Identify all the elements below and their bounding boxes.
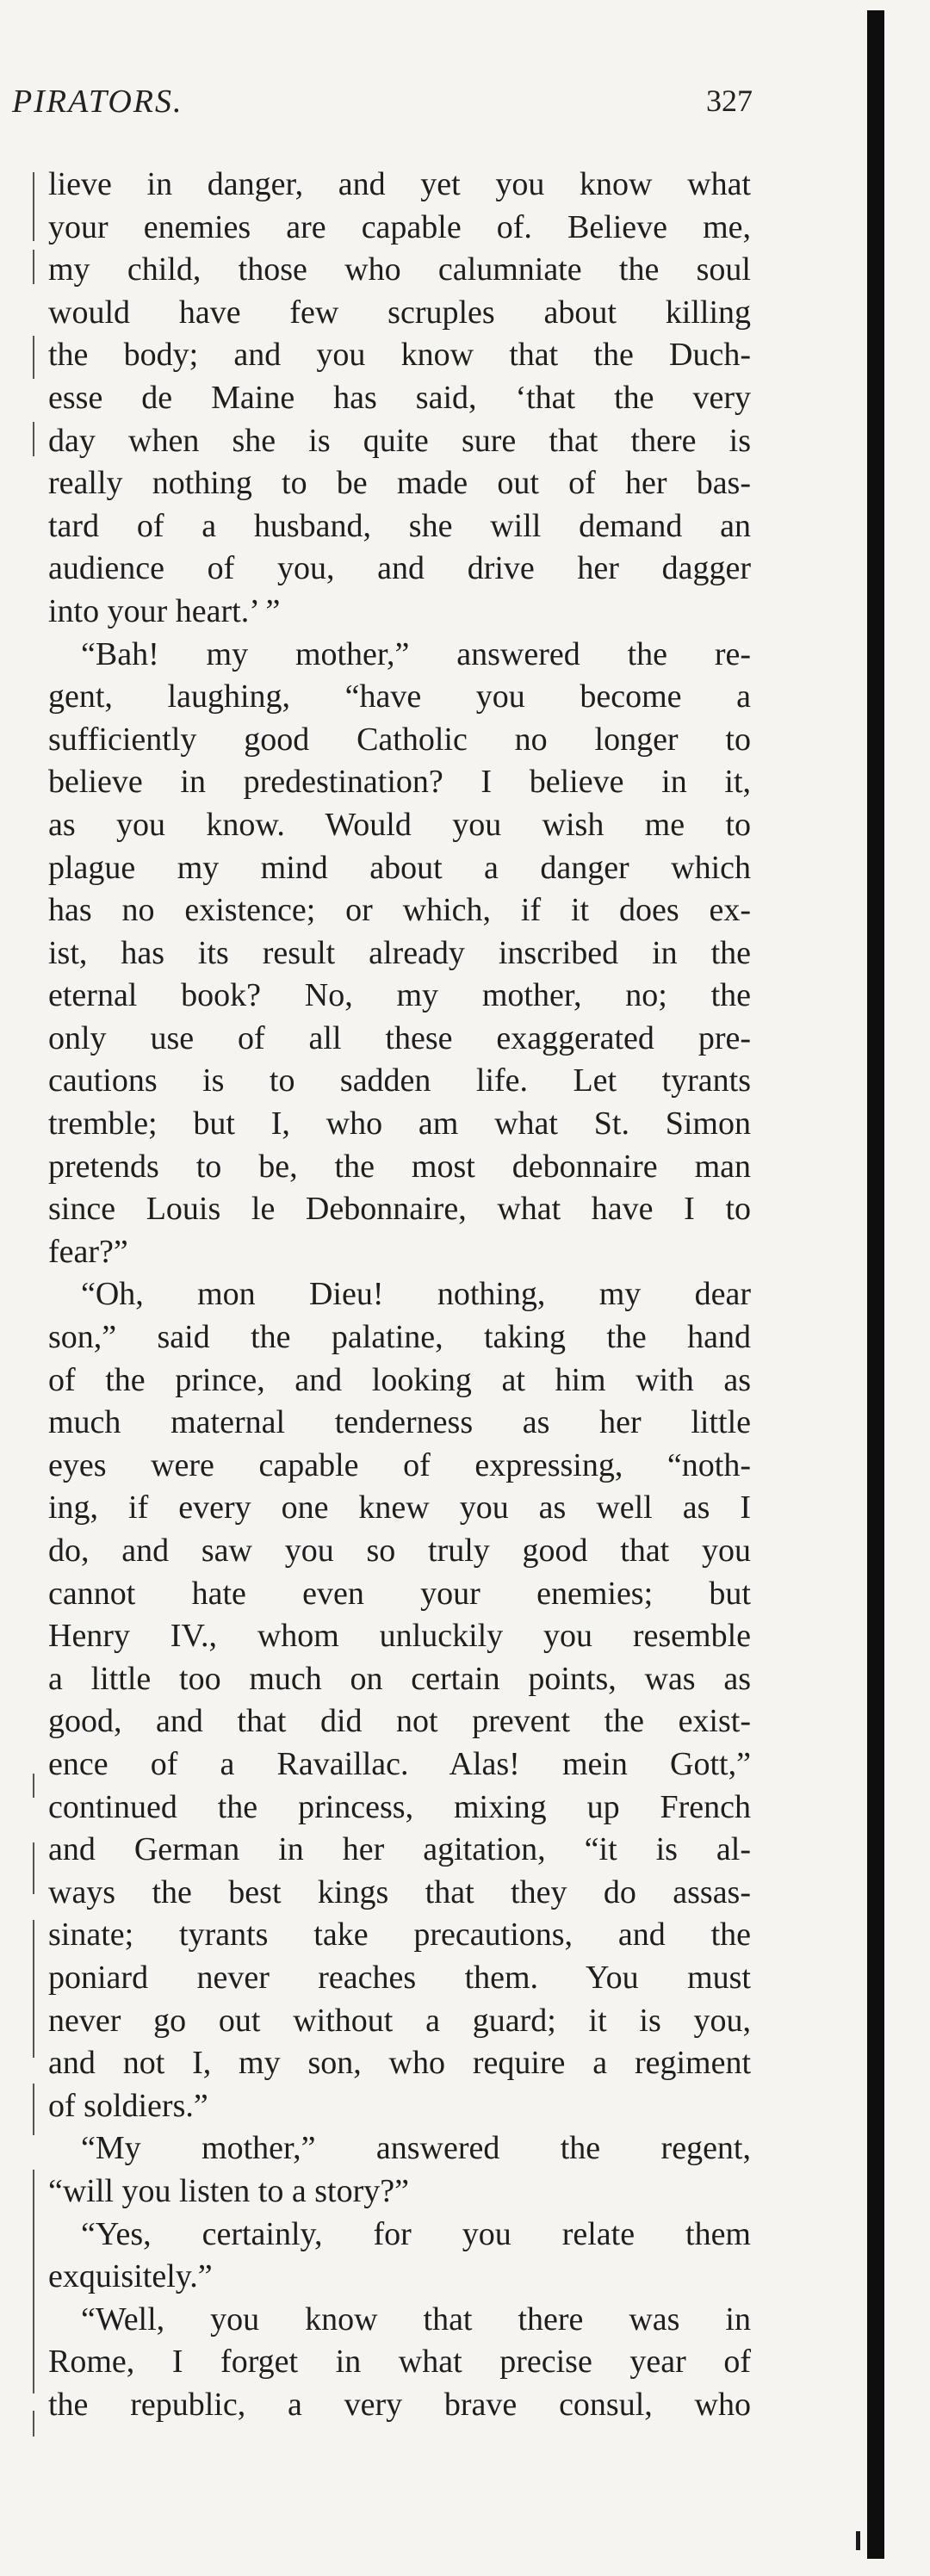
page-number: 327 <box>706 84 753 118</box>
text-line: cautions is to sadden life. Let tyrants <box>48 1062 751 1099</box>
text-line: good, and that did not prevent the exist- <box>48 1703 751 1740</box>
margin-mark <box>33 2170 34 2393</box>
text-line: pretends to be, the most debonnaire man <box>48 1148 751 1185</box>
text-line: continued the princess, mixing up French <box>48 1788 751 1825</box>
margin-mark <box>33 336 34 379</box>
text-line: day when she is quite sure that there is <box>48 422 751 459</box>
text-line: believe in predestination? I believe in it, <box>48 764 751 801</box>
margin-mark <box>33 422 34 456</box>
margin-mark <box>33 250 34 284</box>
text-line: into your heart.’ ” <box>48 592 281 629</box>
text-line: ways the best kings that they do assas- <box>48 1873 751 1910</box>
text-line: eternal book? No, my mother, no; the <box>48 977 751 1014</box>
text-line: exquisitely.” <box>48 2258 213 2295</box>
text-line: “Yes, certainly, for you relate them <box>81 2215 751 2252</box>
text-line: has no existence; or which, if it does ex- <box>48 892 751 929</box>
text-line: cannot hate even your enemies; but <box>48 1575 751 1612</box>
text-line: and German in her agitation, “it is al- <box>48 1831 751 1868</box>
text-line: poniard never reaches them. You must <box>48 1959 751 1996</box>
margin-mark <box>33 2084 34 2135</box>
text-line: of soldiers.” <box>48 2087 208 2124</box>
margin-mark <box>33 2411 34 2437</box>
text-line: only use of all these exaggerated pre- <box>48 1019 751 1056</box>
text-line: eyes were capable of expressing, “noth- <box>48 1446 751 1483</box>
text-line: a little too much on certain points, was as <box>48 1660 751 1697</box>
margin-mark <box>33 172 34 241</box>
text-line: son,” said the palatine, taking the hand <box>48 1319 751 1356</box>
text-line: much maternal tenderness as her little <box>48 1404 751 1441</box>
body-text <box>48 164 751 2426</box>
text-line: lieve in danger, and yet you know what <box>48 166 751 202</box>
text-line: “will you listen to a story?” <box>48 2172 409 2209</box>
margin-mark <box>33 1774 34 1798</box>
text-line: the body; and you know that the Duch- <box>48 337 751 374</box>
text-line: as you know. Would you wish me to <box>48 806 751 843</box>
page-gutter-shadow <box>867 10 884 2559</box>
text-line: of the prince, and looking at him with as <box>48 1361 751 1398</box>
running-head: PIRATORS. <box>12 84 183 120</box>
text-line: audience of you, and drive her dagger <box>48 550 751 587</box>
text-line: really nothing to be made out of her bas- <box>48 465 751 502</box>
text-line: gent, laughing, “have you become a <box>48 678 751 715</box>
text-line: your enemies are capable of. Believe me, <box>48 208 751 245</box>
text-line: esse de Maine has said, ‘that the very <box>48 379 751 416</box>
text-line: “Well, you know that there was in <box>81 2300 751 2338</box>
text-line: “Oh, mon Dieu! nothing, my dear <box>81 1276 751 1313</box>
text-line: do, and saw you so truly good that you <box>48 1533 751 1569</box>
text-line: ing, if every one knew you as well as I <box>48 1489 751 1526</box>
text-line: plague my mind about a danger which <box>48 849 751 886</box>
text-line: my child, those who calumniate the soul <box>48 251 751 288</box>
text-line: ence of a Ravaillac. Alas! mein Gott,” <box>48 1745 751 1782</box>
text-line: fear?” <box>48 1233 128 1270</box>
page-header <box>12 83 753 134</box>
text-line: tremble; but I, who am what St. Simon <box>48 1105 751 1142</box>
text-line: “My mother,” answered the regent, <box>81 2130 751 2167</box>
margin-mark <box>33 1842 34 1894</box>
margin-mark <box>33 1920 34 2058</box>
text-line: “Bah! my mother,” answered the re- <box>81 635 751 672</box>
text-line: and not I, my son, who require a regiment <box>48 2045 751 2082</box>
text-line: ist, has its result already inscribed in the <box>48 934 751 971</box>
text-line: tard of a husband, she will demand an <box>48 507 751 544</box>
text-line: would have few scruples about killing <box>48 294 751 331</box>
text-line: sinate; tyrants take precautions, and the <box>48 1917 751 1954</box>
text-line: Henry IV., whom unluckily you resemble <box>48 1618 751 1655</box>
text-line: sufficiently good Catholic no longer to <box>48 721 751 758</box>
text-line: never go out without a guard; it is you, <box>48 2002 751 2039</box>
text-line: the republic, a very brave consul, who <box>48 2386 751 2423</box>
gutter-mark <box>856 2531 860 2550</box>
text-line: since Louis le Debonnaire, what have I to <box>48 1191 751 1228</box>
text-line: Rome, I forget in what precise year of <box>48 2344 751 2381</box>
